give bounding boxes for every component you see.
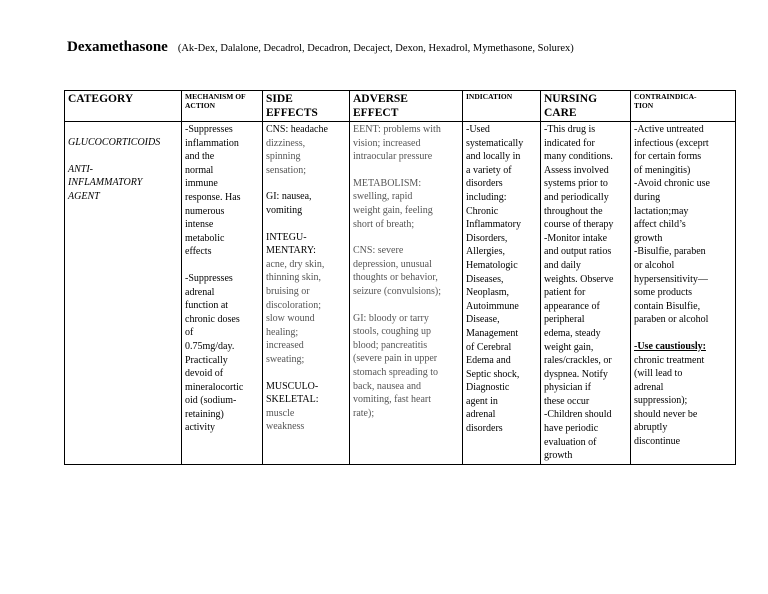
side-effects-cns-text: dizziness, spinning sensation; xyxy=(266,137,306,176)
header-row xyxy=(65,91,736,122)
header-nursing-care: NURSING CARE xyxy=(541,91,631,122)
category-agent: ANTI- INFLAMMATORY AGENT xyxy=(68,163,143,202)
mechanism-cell xyxy=(182,122,263,465)
side-effects-musc-heading: MUSCULO- SKELETAL: xyxy=(266,380,319,406)
adverse-metabolism: METABOLISM: swelling, rapid weight gain, feeling short of breath; xyxy=(353,177,433,230)
contraindication-text: -Active untreated infectious (exceprt for certain forms of meningitis) -Avoid chronic use during lactation;may affect child’s growth -Bisulfie, paraben or alcohol hypersensitivity— some products contain Bisulfie, paraben or alcohol xyxy=(634,124,710,326)
adverse-cns: CNS: severe depression, unusual thoughts or behavior, seizure (convulsions); xyxy=(353,245,442,297)
brand-names: (Ak-Dex, Dalalone, Decadrol, Decadron, Decaject, Dexon, Hexadrol, Mymethasone, Solurex) xyxy=(177,43,574,54)
category-cell xyxy=(65,122,182,465)
document-title xyxy=(67,38,574,56)
caution-text: chronic treatment (will lead to adrenal suppression); should never be abruptly discontinue xyxy=(634,354,705,448)
contraindication-cell xyxy=(631,122,736,465)
header-mechanism: MECHANISM OF ACTION xyxy=(182,91,263,122)
side-effects-integ-heading: INTEGU- MENTARY: xyxy=(266,231,316,257)
nursing-care-cell xyxy=(541,122,631,465)
indication-cell xyxy=(463,122,541,465)
header-category: CATEGORY xyxy=(65,91,182,122)
mechanism-text-2: -Suppresses adrenal function at chronic doses of 0.75mg/day. Practically devoid of mineralocortic oid (sodium- retaining) activity xyxy=(185,272,244,434)
side-effects-cell xyxy=(263,122,350,465)
adverse-eent: EENT: problems with vision; increased intraocular pressure xyxy=(353,124,441,163)
drug-card-table xyxy=(64,90,736,465)
side-effects-cns-heading: CNS: headache xyxy=(266,124,328,135)
header-contraindication: CONTRAINDICA- TION xyxy=(631,91,736,122)
header-side-effects: SIDE EFFECTS xyxy=(263,91,350,122)
header-indication: INDICATION xyxy=(463,91,541,122)
side-effects-integ-text: acne, dry skin, thinning skin, bruising or discoloration; slow wound healing; increased sweating; xyxy=(266,258,325,365)
caution-label: -Use caustiously: xyxy=(634,340,706,352)
side-effects-musc-text: muscle weakness xyxy=(266,407,305,433)
side-effects-gi-text: GI: nausea, vomiting xyxy=(266,191,312,216)
drug-name: Dexamethasone xyxy=(67,39,168,55)
indication-text: -Used systematically and locally in a variety of disorders including: Chronic Inflammatory Disorders, Allergies, Hematologic Diseases, Neoplasm, Autoimmune Disease, Management of Cerebral Edema and Septic shock, Diagnostic agent in adrenal disorders xyxy=(466,124,524,435)
mechanism-text-1: -Suppresses inflammation and the normal immune response. Has numerous intense metabolic effects xyxy=(185,124,241,258)
adverse-effect-cell xyxy=(350,122,463,465)
nursing-care-text: -This drug is indicated for many conditions. Assess involved systems prior to and periodically throughout the course of therapy -Monitor intake and output ratios and daily weights. Observe patient for appearance of peripheral edema, steady weight gain, rales/crackles, or dyspnea. Notify physician if these occur -Children should have periodic evaluation of growth xyxy=(544,124,614,462)
header-adverse-effect: ADVERSE EFFECT xyxy=(350,91,463,122)
adverse-gi: GI: bloody or tarry stools, coughing up blood; pancreatitis (severe pain in upper stomach spreading to back, nausea and vomiting, fast heart rate); xyxy=(353,312,438,419)
category-class: GLUCOCORTICOIDS xyxy=(68,137,161,148)
content-row xyxy=(65,122,736,465)
